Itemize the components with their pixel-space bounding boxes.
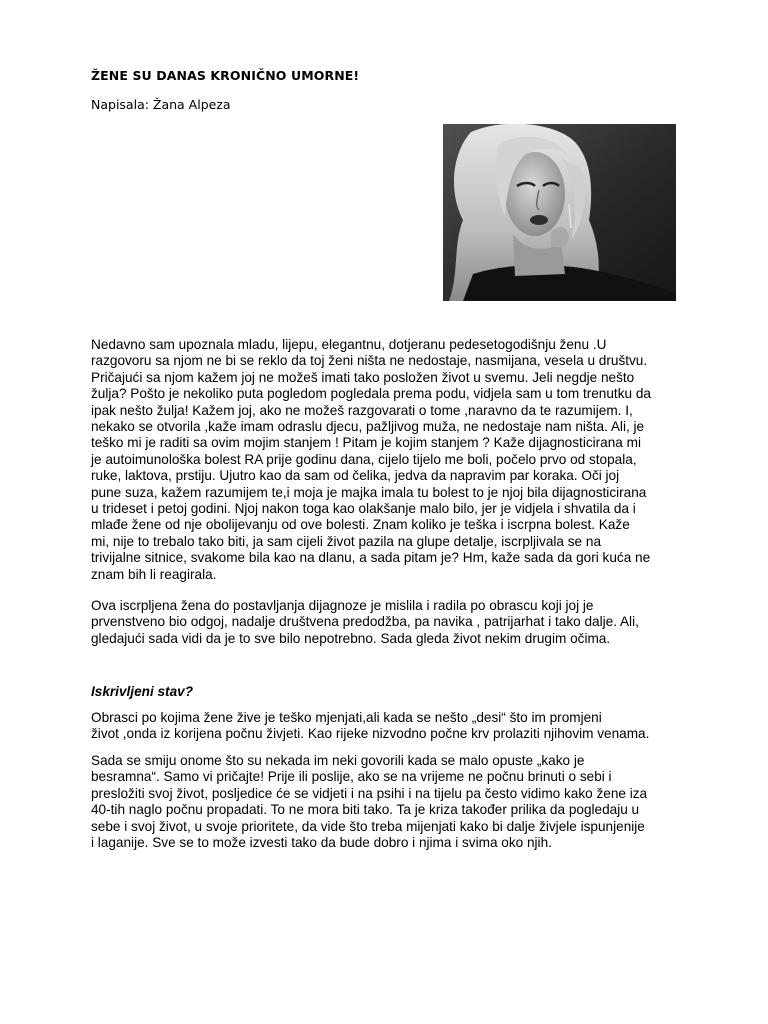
article-author: Napisala: Žana Alpeza (91, 97, 231, 112)
article-paragraph: Ova iscrpljena žena do postavljanja dijagnoze je mislila i radila po obrascu koji joj je prvenstveno bio odgoj, nadalje društvena predodžba, pa navika , patrijarhat i tako dalje. Ali, gledajući sada vidi da je to sve bilo nepotrebno. Sada gleda život nekim drugim očima. (91, 598, 639, 646)
article-paragraph: Nedavno sam upoznala mladu, lijepu, elegantnu, dotjeranu pedesetogodišnju ženu .U razgovoru sa njom ne bi se reklo da toj ženi ništa ne nedostaje, nasmijana, vesela u društvu. Pričajući sa njom kažem joj ne možeš imati tako posložen život u svemu. Jeli negdje nešto žulja? Pošto je nekoliko puta pogledom pogledala prema podu, vidjela sam u tom trenutku da ipak nešto žulja! Kažem joj, ako ne možeš razgovarati o tome ,naravno da te razumijem. I, nekako se otvorila ,kaže imam odraslu djecu, pažljivog muža, ne nedostaje nam ništa. Ali, je teško mi je raditi sa ovim mojim stanjem ! Pitam je kojim stanjem ? Kaže dijagnosticirana mi je autoimunološka bolest RA prije godinu dana, cijelo tijelo me boli, počelo prvo od stopala, ruke, laktova, prstiju. Ujutro kao da sam od čelika, jedva da napravim par koraka. Oči joj pune suza, kažem razumijem te,i moja je majka imala tu bolest to je njoj bila dijagnosticirana u trideset i petoj godini. Njoj nakon toga kao olakšanje malo bilo, jer je vidjela i shvatila da i mlađe žene od nje obolijevanju od ove bolesti. Znam koliko je teška i iscrpna bolest. Kaže mi, nije to trebalo tako biti, ja sam cijeli život pazila na glupe detalje, iscrpljivala se na trivijalne sitnice, svakome bila kao na dlanu, a sada pitam je? Hm, kaže sada da gori kuća ne znam bih li reagirala. (91, 337, 651, 582)
article-paragraph: Sada se smiju onome što su nekada im neki govorili kada se malo opuste „kako je besramna“. Samo vi pričajte! Prije ili poslije, ako se na vrijeme ne počnu brinuti o sebi i presložiti svoj život, posljedice će se vidjeti i na psihi i na tijelu pa često vidimo kako žene iza 40-tih naglo počnu propadati. To ne mora biti tako. Ta je kriza također prilika da pogledaju u sebe i svoj život, u svoje prioritete, da vide što treba mijenjati kako bi dalje živjele ispunjenije i laganije. Sve se to može izvesti tako da bude dobro i njima i svima oko njih. (91, 753, 648, 851)
article-photo (443, 124, 676, 301)
article-title: ŽENE SU DANAS KRONIČNO UMORNE! (91, 68, 360, 83)
article-paragraph: Obrasci po kojima žene žive je teško mjenjati,ali kada se nešto „desi“ što im promjeni život ,onda iz korijena počnu živjeti. Kao rijeke nizvodno počne krv prolaziti njihovim venama. (91, 710, 650, 742)
article-subheading: Iskrivljeni stav? (91, 684, 194, 699)
